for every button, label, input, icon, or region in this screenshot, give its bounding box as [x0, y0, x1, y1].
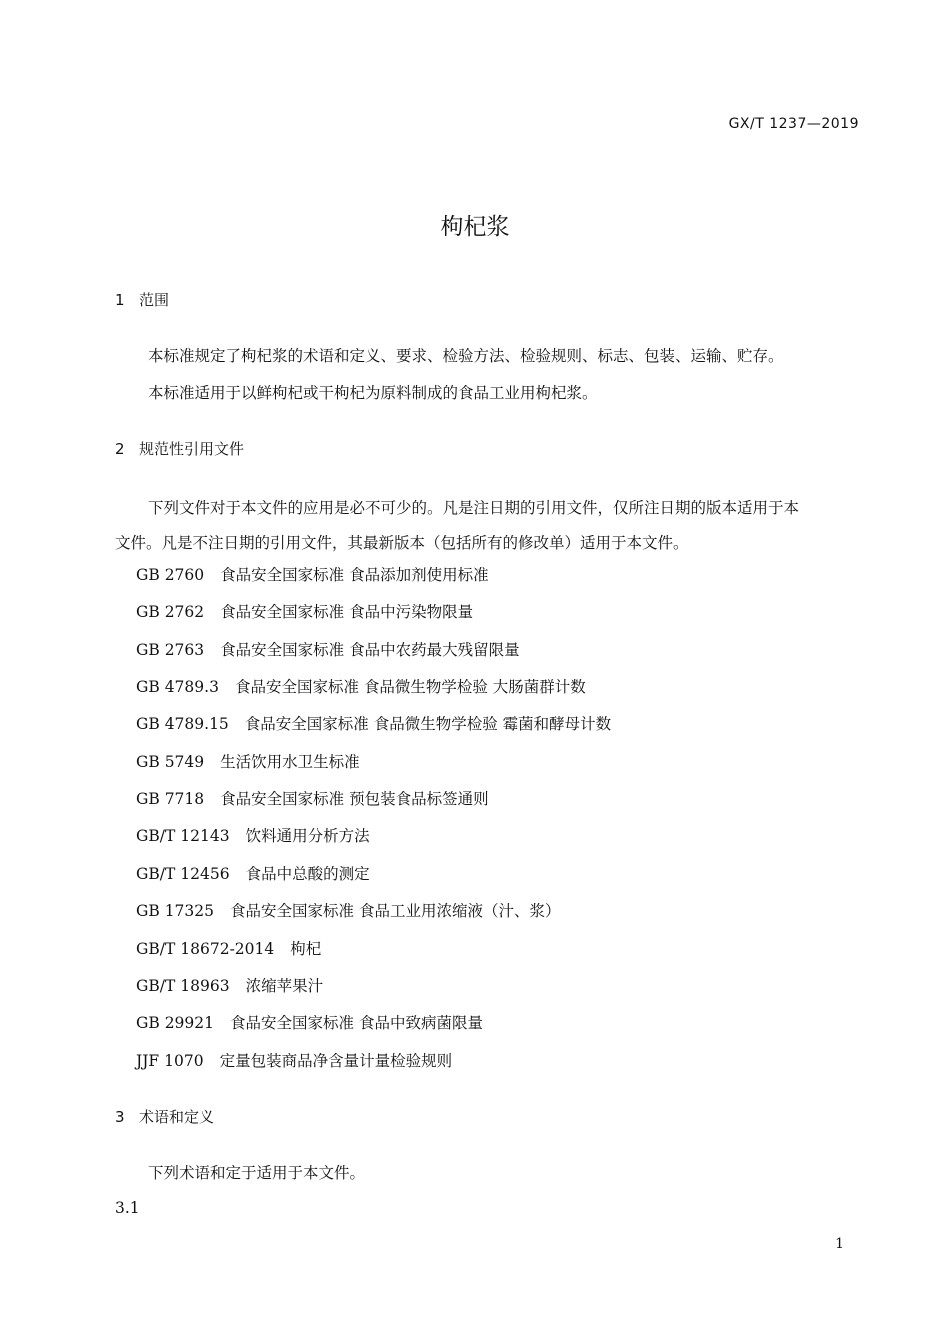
section-1-heading: [115, 289, 169, 310]
section-2-heading: [115, 438, 244, 459]
reference-item: [136, 675, 586, 697]
reference-title: 食品安全国家标准 食品中致病菌限量: [230, 1014, 483, 1032]
subsection-number: 3.1: [115, 1199, 140, 1217]
reference-title: 食品安全国家标准 食品添加剂使用标准: [220, 566, 489, 584]
reference-code: GB 2762: [136, 603, 205, 621]
reference-item: [136, 1049, 452, 1071]
reference-code: GB/T 12456: [136, 865, 230, 883]
reference-item: [136, 563, 489, 585]
reference-item: [136, 862, 370, 884]
section-number: 2: [115, 440, 125, 458]
section-number: 3: [115, 1108, 125, 1126]
reference-code: GB 2763: [136, 641, 205, 659]
reference-title: 枸杞: [290, 940, 322, 958]
paragraph: 下列术语和定于适用于本文件。: [148, 1164, 366, 1182]
paragraph: 本标准适用于以鲜枸杞或干枸杞为原料制成的食品工业用枸杞浆。: [148, 384, 598, 402]
reference-code: GB/T 12143: [136, 827, 230, 845]
reference-item: [136, 824, 370, 846]
reference-code: GB 17325: [136, 902, 215, 920]
reference-item: [136, 638, 520, 660]
paragraph: 本标准规定了枸杞浆的术语和定义、要求、检验方法、检验规则、标志、包装、运输、贮存。: [148, 347, 784, 365]
reference-title: 食品安全国家标准 食品微生物学检验 霉菌和酵母计数: [244, 715, 612, 733]
reference-item: [136, 899, 560, 921]
reference-item: [136, 712, 611, 734]
reference-title: 浓缩苹果汁: [245, 977, 324, 995]
reference-title: 食品安全国家标准 食品工业用浓缩液（汁、浆）: [230, 902, 561, 920]
paragraph: 下列文件对于本文件的应用是必不可少的。凡是注日期的引用文件，仅所注日期的版本适用于本: [148, 499, 800, 517]
page-number: 1: [835, 1236, 844, 1252]
reference-title: 食品安全国家标准 食品中农药最大残留限量: [220, 641, 520, 659]
reference-item: [136, 600, 473, 622]
reference-item: [136, 787, 489, 809]
reference-code: GB 4789.15: [136, 715, 229, 733]
reference-code: GB/T 18672-2014: [136, 940, 275, 958]
standard-code: GX/T 1237—2019: [728, 116, 859, 132]
reference-item: [136, 750, 360, 772]
reference-title: 食品安全国家标准 食品微生物学检验 大肠菌群计数: [234, 678, 586, 696]
reference-code: GB 7718: [136, 790, 205, 808]
reference-title: 食品安全国家标准 食品中污染物限量: [220, 603, 474, 621]
reference-title: 饮料通用分析方法: [245, 827, 370, 845]
reference-title: 食品中总酸的测定: [245, 865, 370, 883]
reference-code: GB 29921: [136, 1014, 215, 1032]
reference-code: GB 4789.3: [136, 678, 219, 696]
section-title: 规范性引用文件: [139, 440, 245, 458]
document-title: 枸杞浆: [440, 214, 510, 240]
reference-item: [136, 974, 323, 996]
paragraph-continuation: 文件。凡是不注日期的引用文件，其最新版本（包括所有的修改单）适用于本文件。: [115, 534, 689, 552]
reference-title: 生活饮用水卫生标准: [220, 753, 360, 771]
reference-item: [136, 1011, 483, 1033]
reference-code: GB 5749: [136, 753, 205, 771]
reference-code: GB/T 18963: [136, 977, 230, 995]
section-title: 术语和定义: [139, 1108, 215, 1126]
reference-title: 定量包装商品净含量计量检验规则: [219, 1052, 453, 1070]
reference-code: GB 2760: [136, 566, 205, 584]
reference-title: 食品安全国家标准 预包装食品标签通则: [220, 790, 489, 808]
section-3-heading: [115, 1106, 214, 1127]
reference-code: JJF 1070: [136, 1052, 204, 1070]
section-number: 1: [115, 291, 125, 309]
section-title: 范围: [139, 291, 170, 309]
reference-item: [136, 937, 321, 959]
